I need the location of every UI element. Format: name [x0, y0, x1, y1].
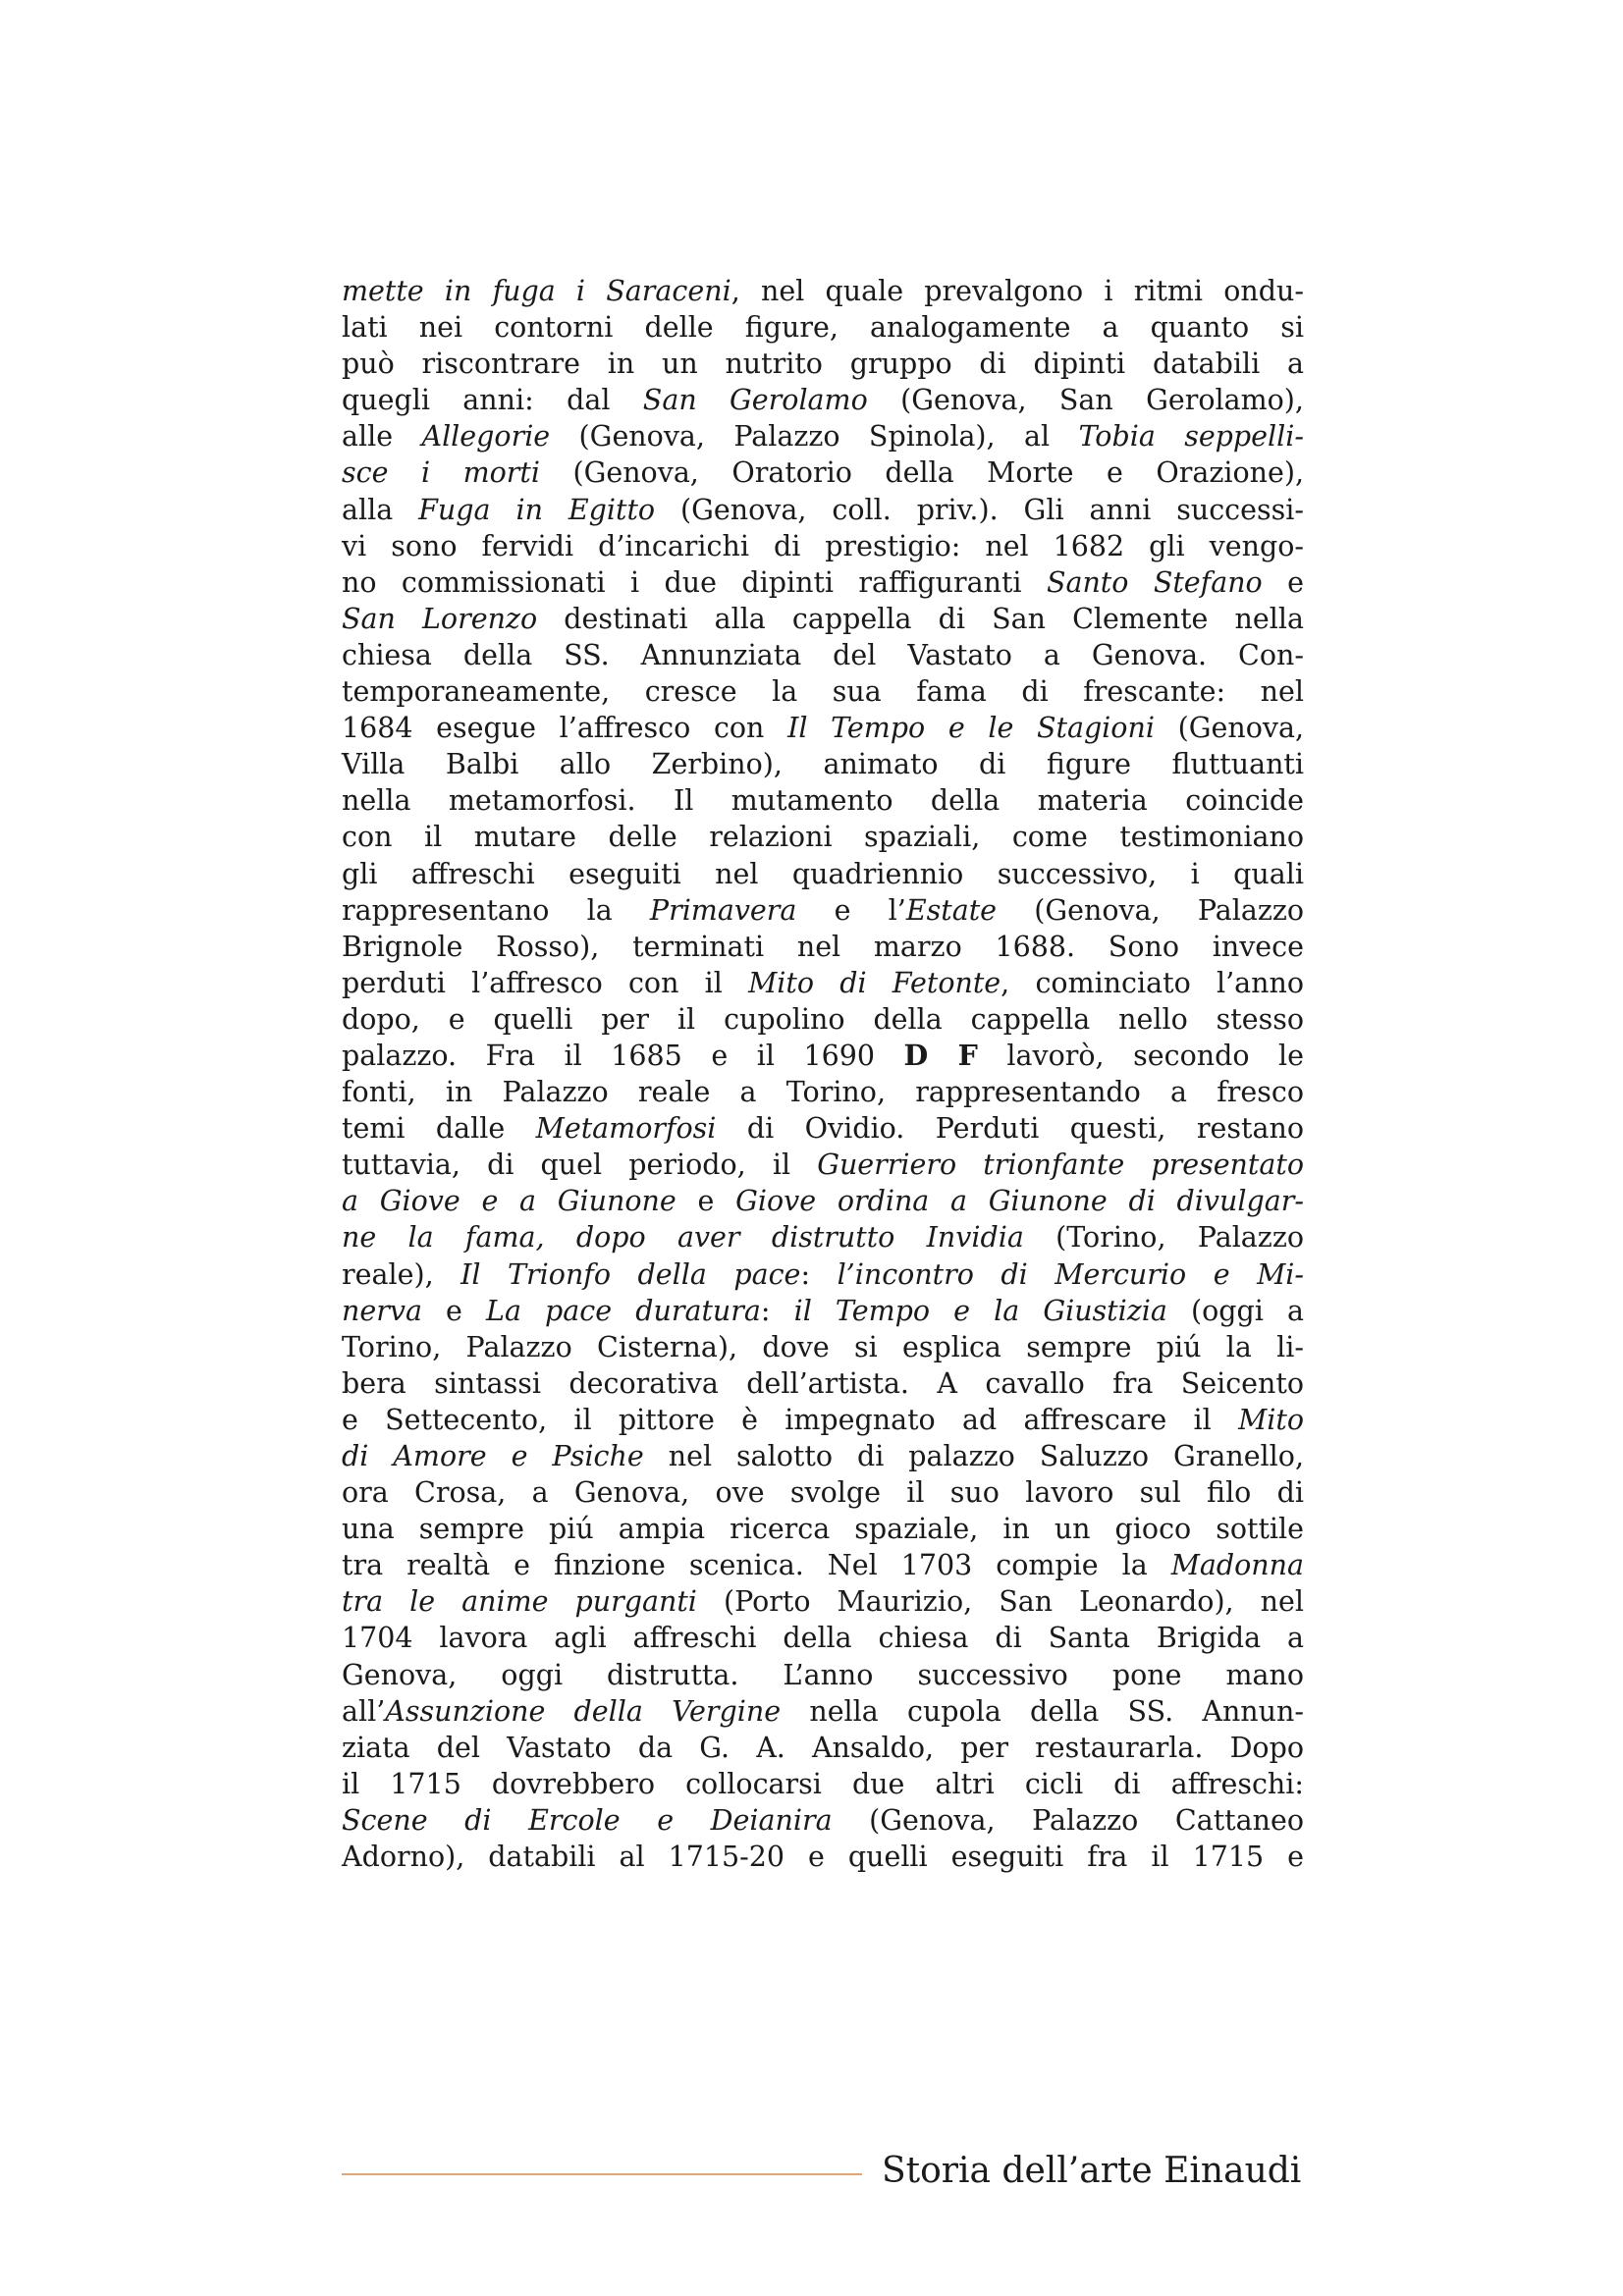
italic-title: di Amore e Psiche [342, 1440, 644, 1472]
text-line [342, 309, 1304, 346]
text-line [342, 1293, 1304, 1329]
text-line [342, 856, 1304, 892]
text-run: e l’ [796, 893, 906, 927]
italic-title: Il Trionfo della pace [460, 1257, 801, 1291]
text-run: tra realtà e finzione scenica. Nel 1703 compie la [342, 1549, 1171, 1582]
text-run: e Settecento, il pittore è impegnato ad affrescare il [342, 1403, 1239, 1436]
author-initials: D F [903, 1038, 978, 1072]
text-run: , nel quale prevalgono i ritmi ondu- [730, 275, 1304, 307]
text-line [342, 782, 1304, 819]
text-line [342, 1583, 1304, 1620]
text-run: una sempre piú ampia ricerca spaziale, in un gioco sottile [342, 1513, 1304, 1546]
text-run: può riscontrare in un nutrito gruppo di dipinti databili a [342, 347, 1304, 381]
italic-title: Guerriero trionfante presentato [817, 1148, 1304, 1182]
text-run: ora Crosa, a Genova, ove svolge il suo lavoro sul filo di [342, 1476, 1304, 1510]
text-run: : [800, 1257, 838, 1291]
text-line [342, 673, 1304, 710]
text-run: quegli anni: dal [342, 384, 643, 417]
text-run: (Torino, Palazzo [1023, 1221, 1304, 1255]
text-run: : [760, 1294, 794, 1327]
text-run: 1684 esegue l’affresco con [342, 712, 788, 745]
text-run: (Genova, [1154, 712, 1305, 745]
text-line [342, 746, 1304, 782]
italic-title: Metamorfosi [535, 1112, 717, 1146]
text-run: all’ [342, 1694, 386, 1728]
text-line [342, 1657, 1304, 1693]
text-line [342, 1329, 1304, 1365]
italic-title: il Tempo e la Giustizia [793, 1294, 1167, 1327]
text-run: bera sintassi decorativa dell’artista. A cavallo fra Seicento [342, 1366, 1304, 1400]
text-run: dopo, e quelli per il cupolino della cappella nello stesso [342, 1002, 1304, 1036]
text-run: reale), [342, 1257, 461, 1291]
text-run: (Genova, coll. priv.). Gli anni successi- [655, 493, 1304, 526]
text-run: temi dalle [342, 1112, 536, 1146]
text-run: Villa Balbi allo Zerbino), animato di figure fluttuanti [342, 748, 1304, 781]
text-line [342, 1474, 1304, 1511]
text-line [342, 492, 1304, 528]
italic-title: a Giove e a Giunone [342, 1185, 676, 1218]
text-line [342, 929, 1304, 965]
text-run: il 1715 dovrebbero collocarsi due altri cicli di affreschi: [342, 1767, 1304, 1800]
italic-title: nerva [342, 1294, 422, 1327]
text-line [342, 819, 1304, 855]
footer-title: Storia dell’arte Einaudi [882, 2151, 1302, 2191]
text-run: e [421, 1294, 487, 1327]
text-line [342, 273, 1304, 309]
text-run: tuttavia, di quel periodo, il [342, 1148, 818, 1182]
text-run: lati nei contorni delle figure, analogamente a quanto si [342, 311, 1304, 345]
text-line [342, 1219, 1304, 1255]
text-run: rappresentano la [342, 893, 650, 927]
text-run: (Genova, Palazzo [997, 893, 1305, 927]
text-run: perduti l’affresco con il [342, 966, 749, 999]
text-line [342, 1802, 1304, 1839]
italic-title: Madonna [1170, 1549, 1304, 1582]
text-run: ziata del Vastato da G. A. Ansaldo, per restaurarla. Dopo [342, 1731, 1304, 1764]
text-run: nel salotto di palazzo Saluzzo Granello, [643, 1440, 1305, 1472]
text-line [342, 892, 1304, 929]
text-run: (Porto Maurizio, San Leonardo), nel [696, 1585, 1304, 1619]
text-run: (Genova, Oratorio della Morte e Orazione), [539, 456, 1305, 490]
text-line [342, 1766, 1304, 1802]
text-run: (Genova, Palazzo Spinola), al [550, 420, 1079, 454]
text-line [342, 1839, 1304, 1875]
text-run: Torino, Palazzo Cisterna), dove si esplica sempre piú la li- [342, 1330, 1304, 1363]
text-run: destinati alla cappella di San Clemente nella [537, 602, 1304, 635]
italic-title: Mito di Fetonte [748, 966, 1001, 999]
text-line [342, 382, 1304, 418]
text-run: Brignole Rosso), terminati nel marzo 1688. Sono invece [342, 930, 1304, 963]
italic-title: Tobia seppelli- [1078, 420, 1305, 454]
text-line [342, 454, 1304, 491]
text-line [342, 637, 1304, 673]
body-text [342, 273, 1304, 1875]
text-line [342, 1110, 1304, 1147]
footer-rule [342, 2173, 862, 2175]
text-run: 1704 lavora agli affreschi della chiesa di Santa Brigida a [342, 1622, 1304, 1655]
text-run: alla [342, 493, 419, 526]
text-run: chiesa della SS. Annunziata del Vastato a Genova. Con- [342, 638, 1304, 671]
text-run: no commissionati i due dipinti raffiguranti [342, 565, 1047, 599]
text-run: (Genova, San Gerolamo), [867, 384, 1304, 417]
text-line [342, 1001, 1304, 1038]
text-run: (oggi a [1166, 1294, 1304, 1327]
italic-title: Giove ordina a Giunone di divulgar- [735, 1185, 1304, 1218]
text-run: vi sono fervidi d’incarichi di prestigio: nel 1682 gli vengo- [342, 529, 1304, 562]
italic-title: Scene di Ercole e Deianira [342, 1803, 833, 1837]
text-run: alle [342, 420, 422, 454]
text-line [342, 528, 1304, 564]
italic-title: l’incontro di Mercurio e Mi- [837, 1257, 1304, 1291]
text-line [342, 1038, 1304, 1074]
italic-title: Assunzione della Vergine [385, 1694, 782, 1728]
italic-title: San Gerolamo [642, 384, 868, 417]
text-line [342, 346, 1304, 382]
italic-title: Allegorie [421, 420, 551, 454]
text-run: palazzo. Fra il 1685 e il 1690 [342, 1039, 904, 1072]
text-line [342, 601, 1304, 637]
text-line [342, 564, 1304, 601]
text-line [342, 1256, 1304, 1293]
text-run: Adorno), databili al 1715-20 e quelli eseguiti fra il 1715 e [342, 1841, 1304, 1874]
text-line [342, 710, 1304, 746]
text-line [342, 1693, 1304, 1730]
text-line [342, 418, 1304, 454]
text-line [342, 1402, 1304, 1438]
text-run: e [1262, 565, 1304, 599]
text-run: fonti, in Palazzo reale a Torino, rappresentando a fresco [342, 1076, 1304, 1109]
text-line [342, 1147, 1304, 1183]
text-line [342, 1074, 1304, 1110]
text-run: gli affreschi eseguiti nel quadriennio successivo, i quali [342, 857, 1304, 890]
text-run: temporaneamente, cresce la sua fama di frescante: nel [342, 675, 1304, 709]
text-line [342, 1547, 1304, 1583]
text-line [342, 1183, 1304, 1219]
italic-title: Fuga in Egitto [418, 493, 656, 526]
italic-title: mette in fuga i Saraceni [342, 275, 731, 307]
text-run: nella cupola della SS. Annun- [781, 1694, 1304, 1728]
text-run: lavorò, secondo le [977, 1039, 1305, 1072]
text-run: di Ovidio. Perduti questi, restano [716, 1112, 1304, 1146]
italic-title: ne la fama, dopo aver distrutto Invidia [342, 1221, 1024, 1255]
text-line [342, 1438, 1304, 1474]
italic-title: tra le anime purganti [342, 1585, 697, 1619]
italic-title: Santo Stefano [1046, 565, 1263, 599]
italic-title: San Lorenzo [342, 602, 538, 635]
text-run: nella metamorfosi. Il mutamento della materia coincide [342, 784, 1304, 818]
text-run: e [676, 1185, 736, 1218]
italic-title: Primavera [649, 893, 797, 927]
text-run: (Genova, Palazzo Cattaneo [832, 1803, 1304, 1837]
italic-title: Il Tempo e le Stagioni [787, 712, 1155, 745]
italic-title: sce i morti [342, 456, 540, 490]
text-run: , cominciato l’anno [1001, 966, 1304, 999]
italic-title: Estate [905, 893, 998, 927]
text-line [342, 1365, 1304, 1402]
italic-title: Mito [1238, 1403, 1304, 1436]
text-run: con il mutare delle relazioni spaziali, come testimoniano [342, 821, 1304, 854]
text-line [342, 1620, 1304, 1656]
text-line [342, 1730, 1304, 1766]
text-line [342, 965, 1304, 1001]
italic-title: La pace duratura [486, 1294, 761, 1327]
text-run: Genova, oggi distrutta. L’anno successivo pone mano [342, 1658, 1304, 1691]
text-line [342, 1511, 1304, 1547]
